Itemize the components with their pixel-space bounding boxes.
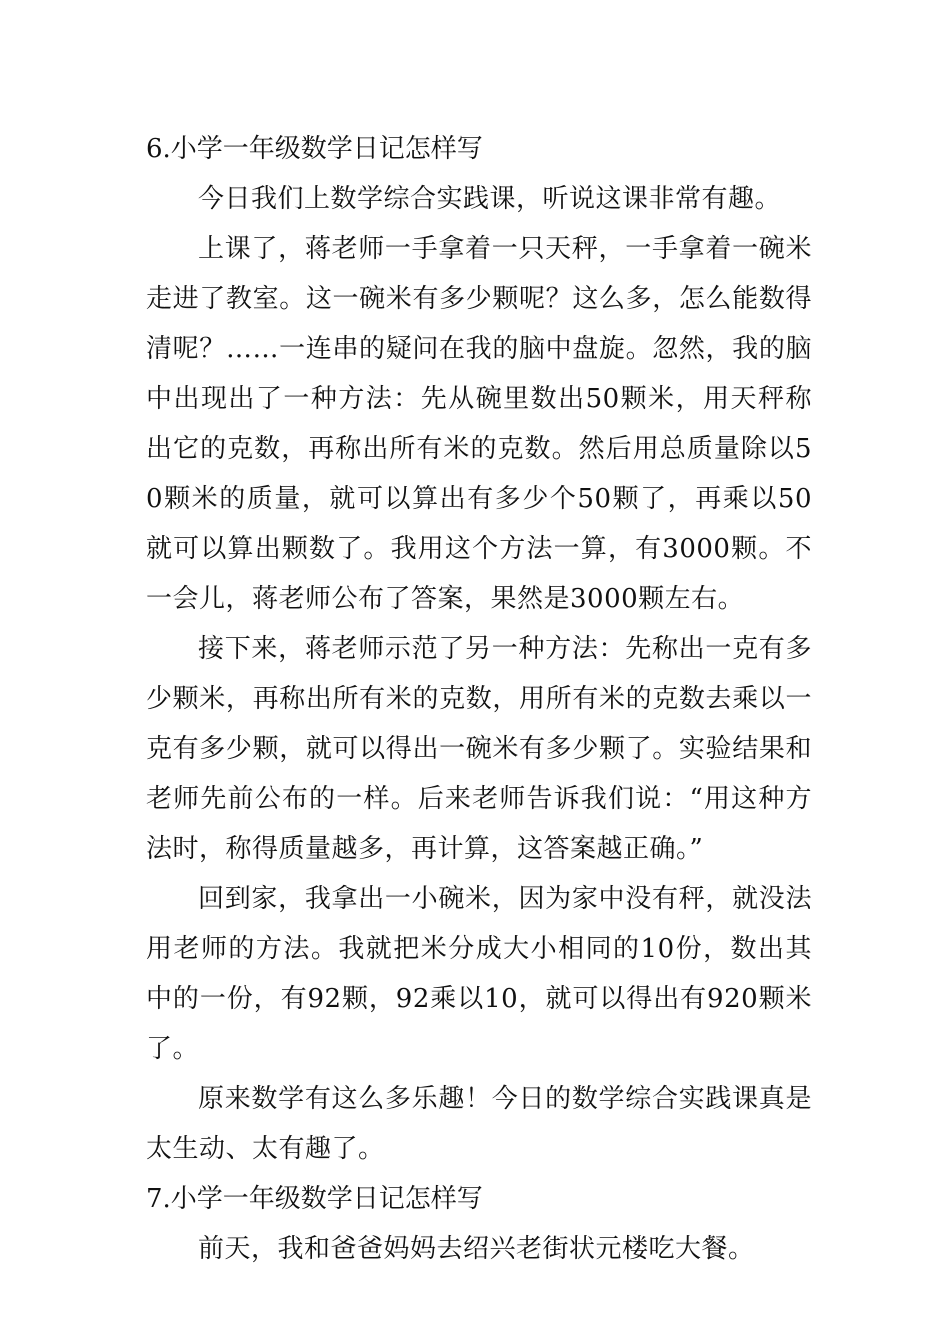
section-6-paragraph-4: 回到家，我拿出一小碗米，因为家中没有秤，就没法用老师的方法。我就把米分成大小相同的10份，数出其中的一份，有92颗，92乘以10，就可以得出有920颗米了。: [146, 884, 812, 1064]
document-page: [146, 124, 812, 1274]
section-6-paragraph-3: 接下来，蒋老师示范了另一种方法：先称出一克有多少颗米，再称出所有米的克数，用所有米的克数去乘以一克有多少颗，就可以得出一碗米有多少颗了。实验结果和老师先前公布的一样。后来老师告诉我们说：“用这种方法时，称得质量越多，再计算，这答案越正确。”: [146, 634, 812, 864]
section-6-heading: 6.小学一年级数学日记怎样写: [146, 134, 483, 164]
section-6-paragraph-5: 原来数学有这么多乐趣！今日的数学综合实践课真是太生动、太有趣了。: [146, 1084, 812, 1164]
section-6-paragraph-1: 今日我们上数学综合实践课，听说这课非常有趣。: [198, 184, 782, 214]
section-6-paragraph-2: 上课了，蒋老师一手拿着一只天秤，一手拿着一碗米走进了教室。这一碗米有多少颗呢？这么多，怎么能数得清呢？……一连串的疑问在我的脑中盘旋。忽然，我的脑中出现出了一种方法：先从碗里数出50颗米，用天秤称出它的克数，再称出所有米的克数。然后用总质量除以50颗米的质量，就可以算出有多少个50颗了，再乘以50就可以算出颗数了。我用这个方法一算，有3000颗。不一会儿，蒋老师公布了答案，果然是3000颗左右。: [146, 234, 812, 614]
section-7-paragraph-1: 前天，我和爸爸妈妈去绍兴老街状元楼吃大餐。: [198, 1234, 755, 1264]
section-7-heading: 7.小学一年级数学日记怎样写: [146, 1184, 483, 1214]
